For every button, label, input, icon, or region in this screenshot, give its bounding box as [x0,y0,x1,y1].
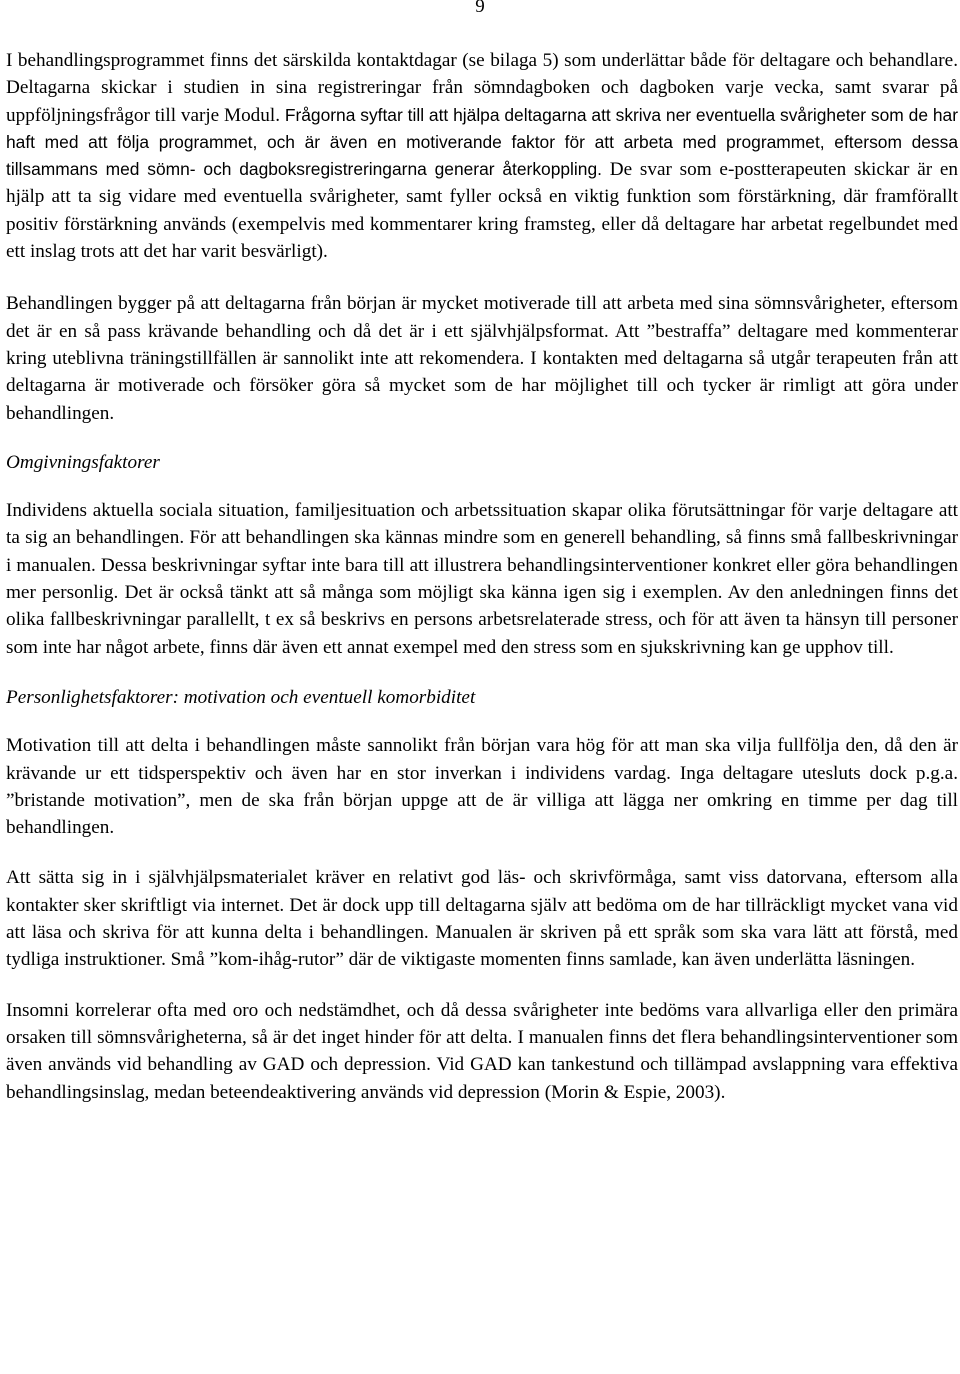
paragraph-segment-serif: De svar som e-postterapeuten skickar är en hjälp att ta sig vidare med eventuella svårigheter, samt fyller också en viktig funktion som förstärkning, där framförallt positiv förstärkning används (exempelvis med kommentarer kring framsteg, eller då deltagare har arbetat regelbundet med ett inslag trots att det har varit besvärligt). [6,159,958,263]
section-heading-environment: Omgivningsfaktorer [6,451,160,473]
page-number: 9 [475,0,485,17]
paragraph-segment-sans: Frågorna syftar till att hjälpa deltagarna att skriva ner eventuella svårigheter som de har haft med att följa programmet, och är även en motiverande faktor för att arbeta med programmet, eftersom dessa tillsammans med sömn- och dagboksregistreringarna generar återkoppling. [6,104,958,180]
paragraph-environment-factors: Individens aktuella sociala situation, familjesituation och arbetssituation skapar olika förutsättningar för varje deltagare att ta sig an behandlingen. För att behandlingen ska kännas mindre som en generell behandling, så finns små fallbeskrivningar i manualen. Dessa beskrivningar syftar inte bara till att illustrera behandlingsinterventioner konkret eller göra behandlingen mer personlig. Det är också tänkt att så många som möjligt ska känna igen sig i exemplen. Av den anledningen finns det olika fallbeskrivningar parallellt, t ex så beskrivs en persons arbetsrelaterade stress, och för att även ta hänsyn till personer som inte har något arbete, finns där även ett annat exempel med den stress som en sjukskrivning kan ge upphov till. [6,500,958,658]
paragraph-contact-days [6,47,958,265]
paragraph-comorbidity: Insomni korrelerar ofta med oro och nedstämdhet, och då dessa svårigheter inte bedöms vara allvarliga eller den primära orsaken till sömnsvårigheterna, så är det inget hinder för att delta. I manualen finns det flera behandlingsinterventioner som även används vid behandling av GAD och depression. Vid GAD kan tankestund och tillämpad avslappning vara effektiva behandlingsinslag, medan beteendeaktivering används vid depression (Morin & Espie, 2003). [6,999,958,1103]
paragraph-motivation: Motivation till att delta i behandlingen måste sannolikt från början vara hög för att man ska vilja fullfölja den, då den är krävande ur ett tidsperspektiv och även har en stor inverkan i individens vardag. Inga deltagare utesluts dock p.g.a. ”bristande motivation”, men de ska från början uppge att de är villiga att lägga ner omkring en timme per dag till behandlingen. [6,735,958,839]
section-heading-personality: Personlighetsfaktorer: motivation och eventuell komorbiditet [6,686,476,708]
paragraph-motivation-treatment: Behandlingen bygger på att deltagarna från början är mycket motiverade till att arbeta med sina sömnsvårigheter, eftersom det är en så pass krävande behandling och då det är i ett självhjälpsformat. Att ”bestraffa” deltagare med kommenterar kring uteblivna träningstillfällen är sannolikt inte att rekomendera. I kontakten med deltagarna så utgår terapeuten från att deltagarna är motiverade och försöker göra så mycket som de har möjlighet till och tycker är rimligt att göra under behandlingen. [6,293,958,424]
paragraph-literacy: Att sätta sig in i självhjälpsmaterialet kräver en relativt god läs- och skrivförmåga, samt viss datorvana, eftersom alla kontakter sker skriftligt via internet. Det är dock upp till deltagarna själv att bedöma om de har tillräckligt mycket vana vid att läsa och skriva för att kunna delta i behandlingen. Manualen är skriven på ett språk som ska vara lätt att förstå, med tydliga instruktioner. Små ”kom-ihåg-rutor” där de viktigaste momenten finns samlade, kan även underlätta läsningen. [6,867,958,971]
paragraph-segment-serif: I behandlingsprogrammet finns det särskilda kontaktdagar (se bilaga 5) som underlättar både för deltagare och behandlare. Deltagarna skickar i studien in sina registreringar från sömndagboken och dagboken varje vecka, samt svarar på uppföljningsfrågor till varje Modul. [6,50,958,126]
document-body [6,47,958,1106]
